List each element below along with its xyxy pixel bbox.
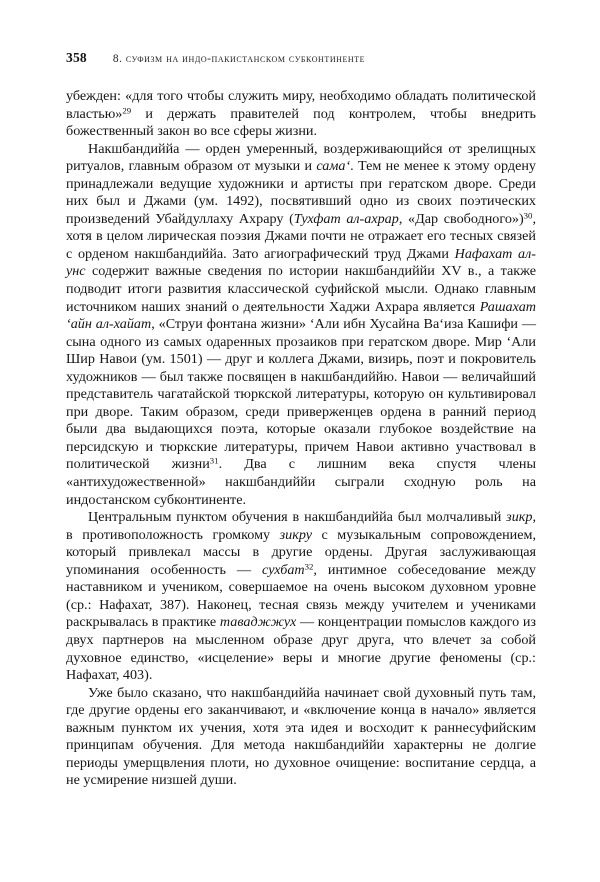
italic-term: Нафахат ал-унс (66, 245, 536, 280)
chapter-running-title: 8. суфизм на индо-пакистанском субконтиненте (112, 53, 366, 65)
italic-term: сама‘ (316, 158, 351, 175)
page-number: 358 (66, 50, 87, 65)
footnote-marker: 30 (523, 210, 533, 221)
italic-term: зикр (506, 509, 533, 526)
paragraph (66, 685, 536, 790)
body-text-block (66, 88, 536, 790)
text-run: . Два с лишним века спустя члены «антихудожественной» накшбандиййи сыграли сходную роль на индостанском субконтиненте. (66, 456, 536, 508)
text-run: Уже было сказано, что накшбандиййа начинает свой духовный путь там, где другие ордены его заканчивают, и «включение конца в начало» является важным пунктом их учения, хотя эта идея и восходит к раннесуфийским принципам обучения. Для метода накшбандиййи характерны не долгие периоды умерщвления плоти, но духовное очищение: воспитание сердца, а не усмирение низшей души. (66, 684, 536, 789)
text-run: содержит важные сведения по истории накшбандиййи XV в., а также подводит итоги развития классической суфийской мысли. Однако главным источником наших знаний о деятельности Хаджи Ахрара является (66, 263, 536, 315)
italic-term: Рашахат ‘айн ал-хайат (66, 298, 536, 333)
text-run: , интимное собеседование между наставником и учеником, совершаемое на очень высоком духовном уровне (ср.: Нафахат, 387). Наконец, тесная связь между учителем и учениками раскрывалась в практике (66, 561, 536, 631)
text-run: , «Дар свободного») (398, 210, 524, 227)
text-run: Накшбандиййа — орден умеренный, воздерживающийся от зрелищных ритуалов, главным образом от музыки и (66, 140, 536, 175)
text-run: убежден: «для того чтобы служить миру, необходимо обладать политической властью» (66, 88, 536, 122)
text-run: с музыкальным сопровождением, который привлекал массы в другие ордены. Другая заслуживающая упоминания особенность — (66, 526, 536, 578)
italic-term: Тухфат ал-ахрар (293, 210, 399, 227)
footnote-marker: 29 (122, 105, 132, 115)
paragraph (66, 141, 536, 509)
text-run: , хотя в целом лирическая поэзия Джами почти не отражает его тесных связей с орденом накшбандиййа. Зато агиографический труд Джами (66, 210, 536, 262)
text-run: , в противоположность громкому (66, 509, 536, 543)
italic-term: таваджжух (219, 614, 297, 631)
text-run: — концентрации помыслов каждого из двух партнеров на мысленном образе друг друга, что влечет за собой духовное единство, «исцеление» веры и многие другие феномены (ср.: Нафахат, 403). (66, 614, 536, 684)
paragraph (66, 509, 536, 684)
text-run: и держать правителей под контролем, чтобы внедрить божественный закон во все сферы жизни. (66, 105, 536, 140)
footnote-marker: 32 (304, 561, 314, 572)
paragraph (66, 88, 536, 141)
footnote-marker: 31 (209, 455, 219, 466)
running-head (66, 50, 536, 66)
text-run: . Тем не менее к этому ордену принадлежали ведущие художники и артисты при гератском дворе. Среди них был и Джами (ум. 1492), посвятивший одно из своих поэтических произведений Убайдуллаху Ахрару ( (66, 158, 536, 227)
text-run: Центральным пунктом обучения в накшбандиййа был молчаливый (88, 509, 507, 526)
text-run: , «Струи фонтана жизни» ‘Али ибн Хусайна Ва‘иза Кашифи — сына одного из самых одаренных прозаиков при гератском дворе. Мир ‘Али Шир Навои (ум. 1501) — друг и коллега Джами, визирь, поэт и покровитель художников — был также посвящен в накшбандиййю. Навои — величайший представитель чагатайской тюркской литературы, которую он культивировал при дворе. Таким образом, среди приверженцев ордена в ранний период были два выдающихся поэта, которые оказали глубокое воздействие на персидскую и тюркские литературы, причем Навои активно участвовал в политической жизни (66, 316, 536, 473)
italic-term: зикру (279, 526, 312, 543)
italic-term: сухбат (262, 561, 305, 578)
